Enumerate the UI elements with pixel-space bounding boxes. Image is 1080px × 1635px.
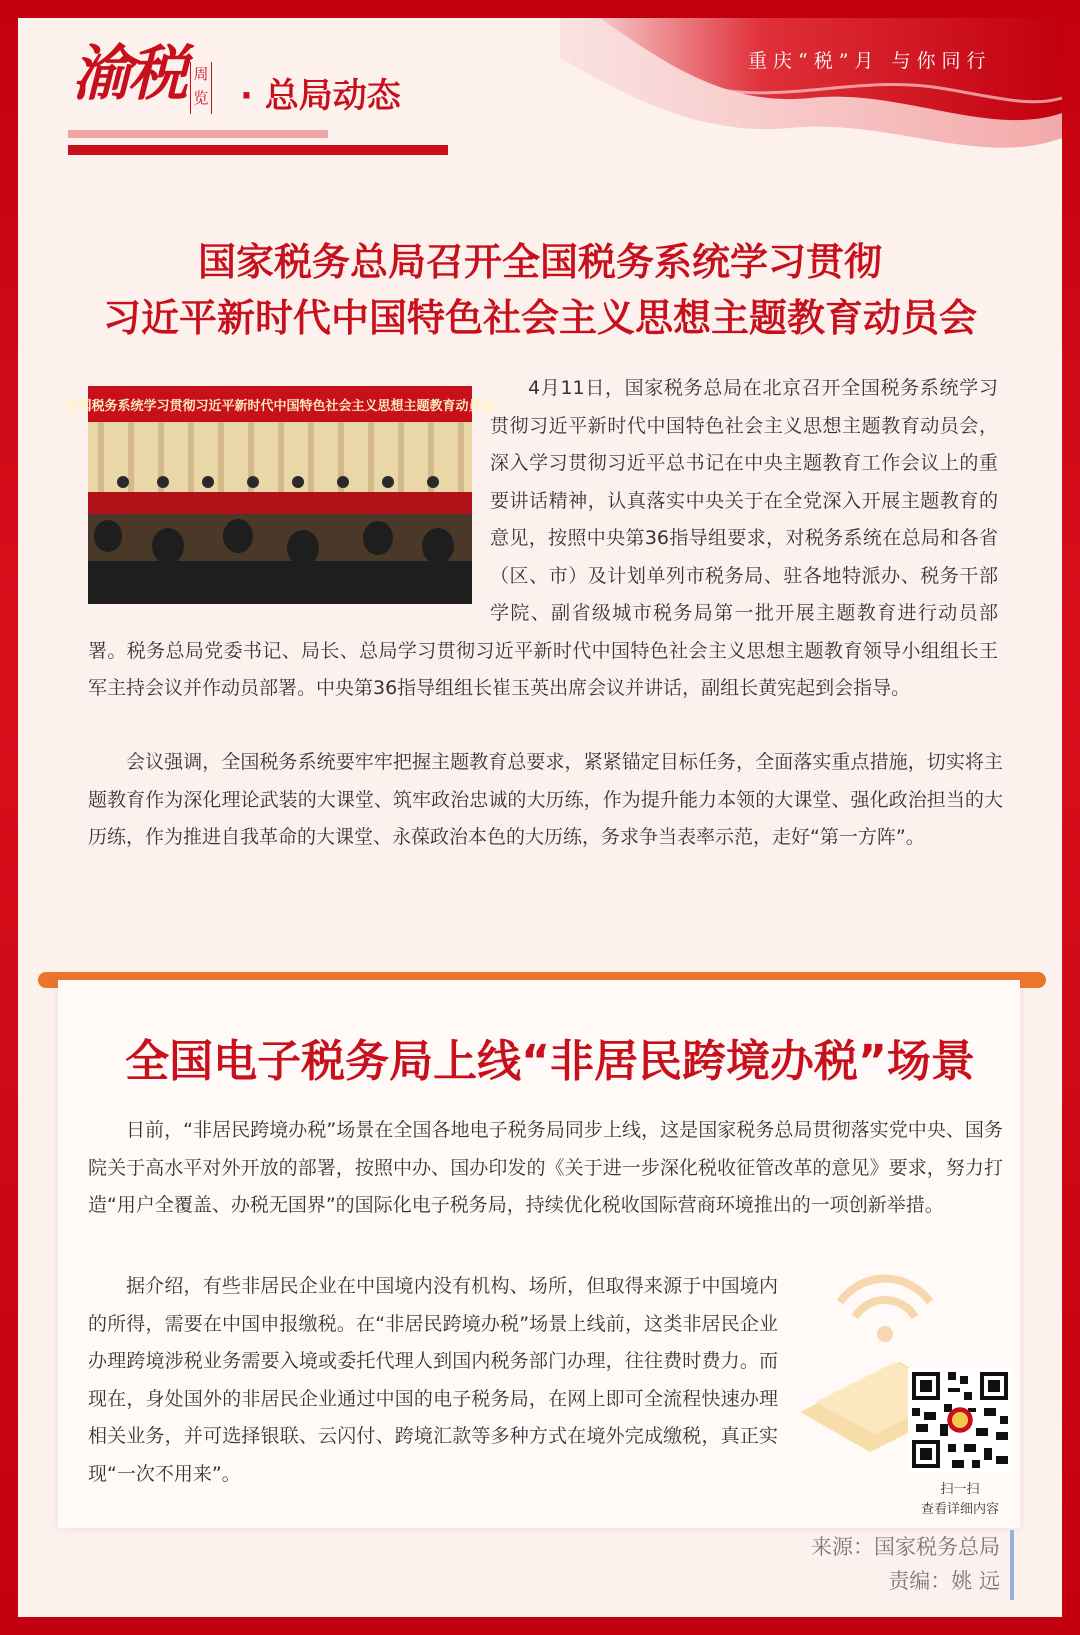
photo-banner-text: 全国税务系统学习贯彻习近平新时代中国特色社会主义思想主题教育动员会 [65, 399, 495, 414]
header-divider-light [68, 130, 328, 138]
logo-sub-text: 周览 [193, 65, 209, 107]
editor-text: 责编：姚 远 [888, 1569, 1000, 1593]
article1-paragraph1 [88, 370, 998, 708]
article1-paragraph2: 会议强调，全国税务系统要牢牢把握主题教育总要求，紧紧锚定目标任务，全面落实重点措施，切实将主题教育作为深化理论武装的大课堂、筑牢政治忠诚的大历练，作为提升能力本领的大课堂、强化政治担当的大历练，作为推进自我革命的大课堂、永葆政治本色的大历练，务求争当表率示范，走好“第一方阵”。 [88, 751, 1003, 848]
section-title: · 总局动态 [240, 76, 401, 116]
logo-text: 渝税 [72, 39, 184, 109]
logo-sub [190, 62, 212, 114]
header-divider [68, 145, 448, 155]
qr-caption-details: 查看详细内容 [920, 1502, 999, 1517]
article2-title: 全国电子税务局上线“非居民跨境办税”场景 [125, 1036, 975, 1087]
photo-spacer [88, 370, 490, 610]
article1-title-line1: 国家税务总局召开全国税务系统学习贯彻 [197, 240, 882, 284]
source-text: 来源：国家税务总局 [811, 1535, 1000, 1559]
qr-caption-scan: 扫一扫 [940, 1482, 980, 1497]
header-slogan: 重庆“税”月 与你同行 [748, 50, 992, 72]
article1-paragraph1-text: 4月11日，国家税务总局在北京召开全国税务系统学习贯彻习近平新时代中国特色社会主义思想主题教育动员会，深入学习贯彻习近平总书记在中央主题教育工作会议上的重要讲话精神，认真落实中央关于在全党深入开展主题教育的意见，按照中央第36指导组要求，对税务系统在总局和各省（区、市）及计划单列市税务局、驻各地特派办、税务干部学院、副省级城市税务局第一批开展主题教育进行动员部署。税务总局党委书记、局长、总局学习贯彻习近平新时代中国特色社会主义思想主题教育领导小组组长王军主持会议并作动员部署。中央第36指导组组长崔玉英出席会议并讲话，副组长黄宪起到会指导。 [88, 377, 998, 699]
qr-code[interactable] [908, 1368, 1012, 1472]
source-accent-bar [1010, 1530, 1014, 1600]
article2-paragraph1: 日前，“非居民跨境办税”场景在全国各地电子税务局同步上线，这是国家税务总局贯彻落实党中央、国务院关于高水平对外开放的部署，按照中办、国办印发的《关于进一步深化税收征管改革的意见》要求，努力打造“用户全覆盖、办税无国界”的国际化电子税务局，持续优化税收国际营商环境推出的一项创新举措。 [88, 1119, 1003, 1216]
article2-paragraph2: 据介绍，有些非居民企业在中国境内没有机构、场所，但取得来源于中国境内的所得，需要在中国申报缴税。在“非居民跨境办税”场景上线前，这类非居民企业办理跨境涉税业务需要入境或委托代理人到国内税务部门办理，往往费时费力。而现在，身处国外的非居民企业通过中国的电子税务局，在网上即可全流程快速办理相关业务，并可选择银联、云闪付、跨境汇款等多种方式在境外完成缴税，真正实现“一次不用来”。 [88, 1275, 778, 1485]
article1-title-line2: 习近平新时代中国特色社会主义思想主题教育动员会 [102, 296, 977, 340]
header-wave-banner [560, 18, 1062, 168]
source-credit [811, 1530, 1000, 1598]
